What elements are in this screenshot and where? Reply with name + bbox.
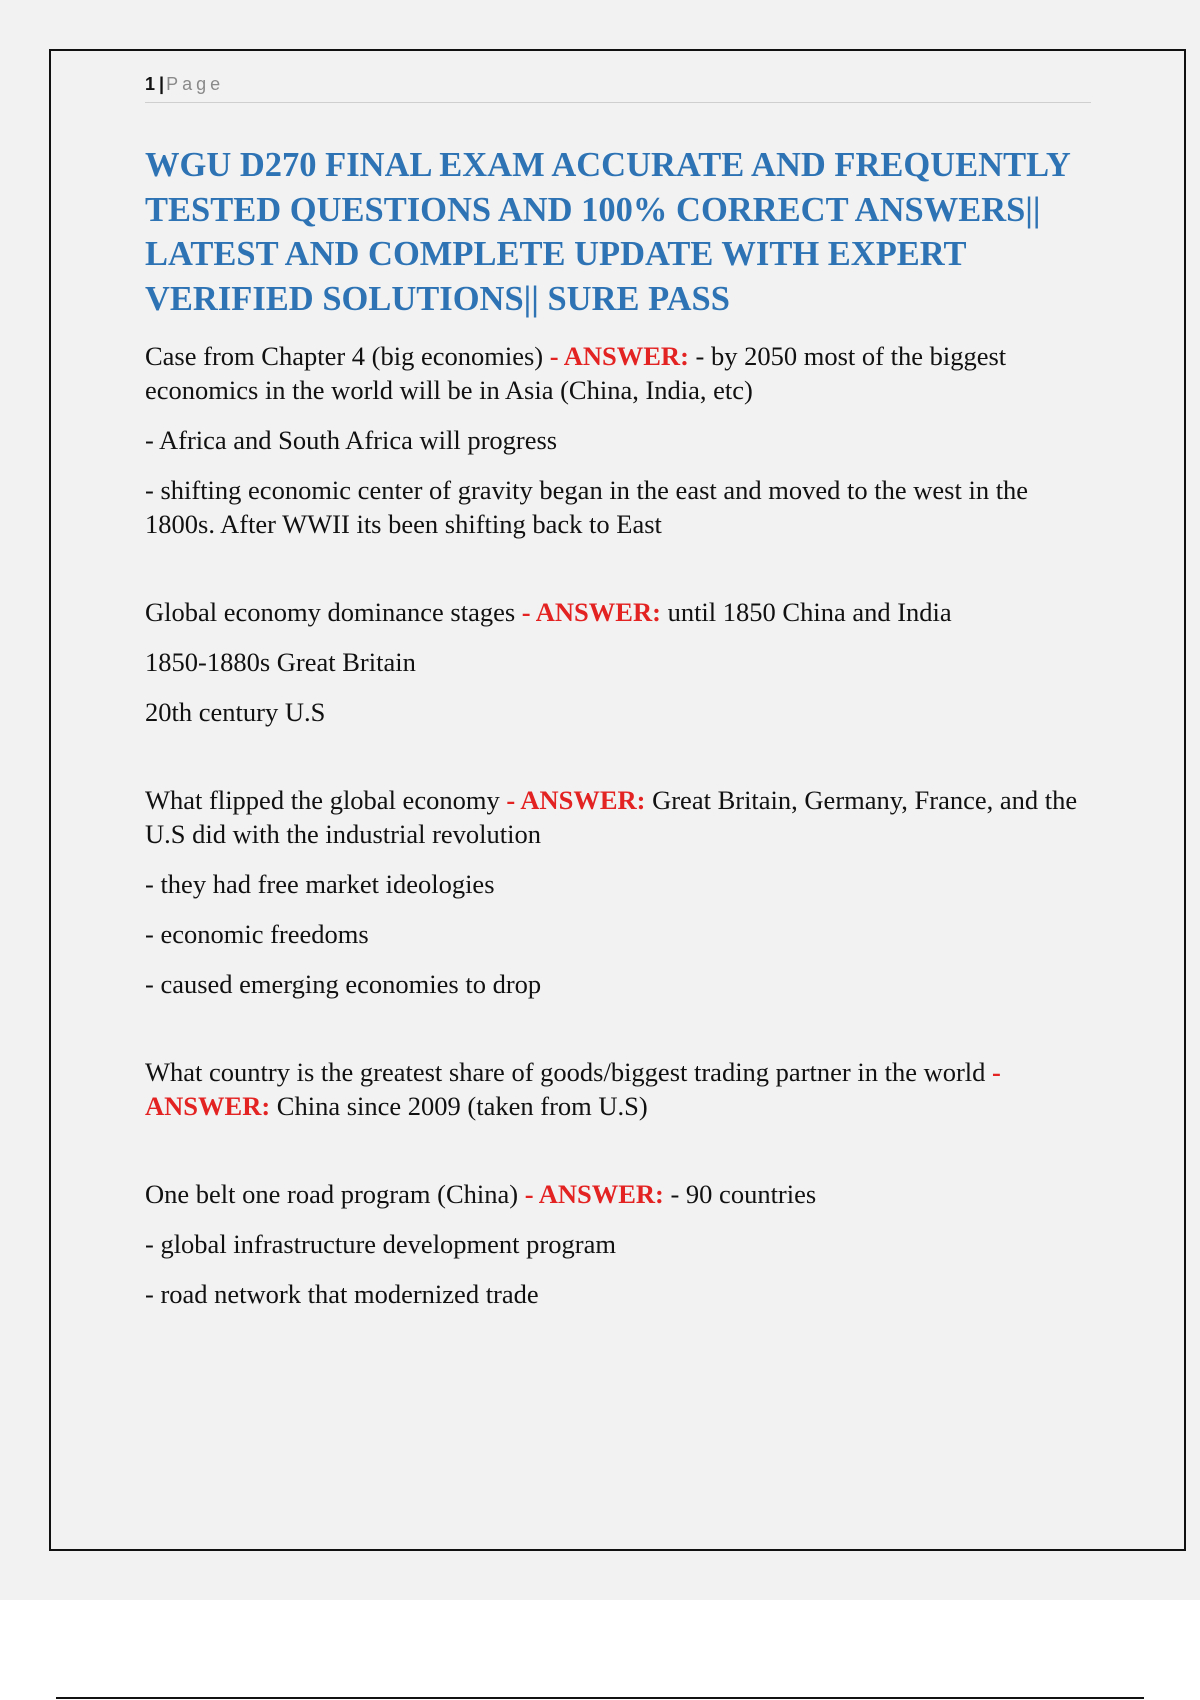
question-text: Global economy dominance stages [145,597,516,627]
qa-question-line [145,1177,1095,1211]
answer-text: China since 2009 (taken from U.S) [276,1091,648,1121]
page-label: Page [166,74,225,94]
answer-text: until 1850 China and India [667,597,952,627]
page-header [145,72,1091,103]
answer-detail: 1850-1880s Great Britain [145,647,416,677]
document-title: WGU D270 FINAL EXAM ACCURATE AND FREQUENTLY TESTED QUESTIONS AND 100% CORRECT ANSWERS|| LATEST AND COMPLETE UPDATE WITH EXPERT VERIFIED SOLUTIONS|| SURE PASS [145,146,1070,318]
answer-label: - ANSWER: [524,1179,664,1209]
answer-label: - ANSWER: [521,597,661,627]
answer-detail: - road network that modernized trade [145,1279,539,1309]
qa-item [145,339,1095,541]
qa-question-line [145,339,1095,407]
document-body [145,143,1095,1365]
qa-item [145,1055,1095,1123]
answer-label: - ANSWER: [549,341,689,371]
qa-question-line [145,595,1095,629]
answer-label: - ANSWER: [145,1057,1001,1121]
qa-item [145,783,1095,1001]
page-number: 1 [145,74,156,94]
answer-text: Great Britain, Germany, France, and the U.S did with the industrial revolution [145,785,1078,849]
answer-detail: - Africa and South Africa will progress [145,425,558,455]
answer-detail: 20th century U.S [145,697,326,727]
answer-text: - by 2050 most of the biggest economics in the world will be in Asia (China, India, etc) [145,341,1007,405]
answer-detail: - shifting economic center of gravity began in the east and moved to the west in the 1800s. After WWII its been shifting back to East [145,475,1029,539]
question-text: Case from Chapter 4 (big economies) [145,341,544,371]
qa-item [145,1177,1095,1311]
footer-rule [56,1697,1144,1699]
page-separator: | [159,74,165,94]
question-text: What country is the greatest share of goods/biggest trading partner in the world [145,1057,986,1087]
answer-detail: - they had free market ideologies [145,869,495,899]
answer-label: - ANSWER: [506,785,646,815]
answer-detail: - global infrastructure development program [145,1229,616,1259]
answer-text: - 90 countries [670,1179,817,1209]
answer-detail: - economic freedoms [145,919,369,949]
question-text: What flipped the global economy [145,785,500,815]
answer-detail: - caused emerging economies to drop [145,969,542,999]
qa-question-line [145,783,1095,851]
qa-item [145,595,1095,729]
qa-question-line [145,1055,1095,1123]
question-text: One belt one road program (China) [145,1179,519,1209]
